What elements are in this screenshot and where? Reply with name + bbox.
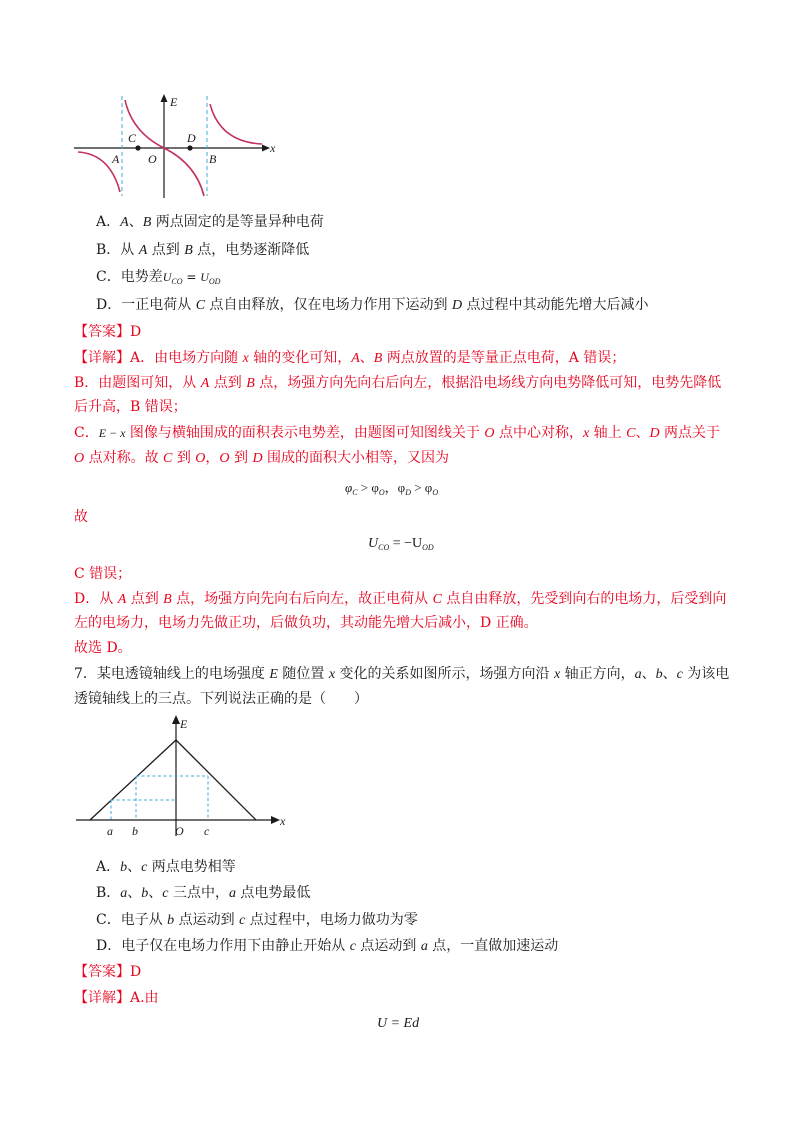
point-d — [187, 145, 192, 150]
q6-answer: 【答案】D — [74, 324, 142, 340]
q7-stem-line2: 透镜轴线上的三点。下列说法正确的是（ ） — [74, 691, 368, 707]
q7-option-d[interactable]: D．电子仅在电场力作用下由静止开始从 c 点运动到 a 点，一直做加速运动 — [96, 938, 559, 954]
q6-detail-c-line1: C．E − x 图像与横轴围成的面积表示电势差，由题图可知图线关于 O 点中心对称，x 轴上 C、D 两点关于 — [74, 425, 721, 441]
q6-option-d[interactable]: D．一正电荷从 C 点自由释放，仅在电场力作用下运动到 D 点过程中其动能先增大后减小 — [96, 297, 649, 313]
guide-dashes — [111, 776, 208, 820]
q6-detail-c-line2: O 点对称。故 C 到 O，O 到 D 围成的面积大小相等，又因为 — [74, 450, 450, 466]
label-a: A — [112, 152, 120, 166]
curve-far-right — [210, 104, 262, 144]
q6-detail-a: 【详解】A．由电场方向随 x 轴的变化可知，A、B 两点放置的是等量正点电荷，A 错误； — [74, 350, 626, 366]
label-b: b — [132, 824, 138, 838]
label-x: x — [280, 814, 286, 828]
figure-e-x-lens — [74, 712, 314, 842]
label-x: x — [270, 141, 276, 155]
q6-c-wrong: C 错误； — [74, 566, 132, 582]
label-c: C — [128, 131, 137, 145]
q6-detail-b-line2: 后升高，B 错误； — [74, 399, 187, 415]
label-o: O — [148, 152, 157, 166]
q7-option-b[interactable]: B．a、b、c 三点中，a 点电势最低 — [96, 885, 311, 901]
q6-detail-d-line1: D．从 A 点到 B 点，场强方向先向右后向左，故正电荷从 C 点自由释放，先受到向右的电场力，后受到向 — [74, 591, 727, 607]
figure-e-x-two-charges — [70, 92, 290, 202]
q7-formula-u-ed: U = Ed — [377, 1016, 420, 1031]
q6-therefore: 故 — [74, 509, 88, 525]
x-axis-arrow — [262, 145, 270, 152]
q6-detail-d-line2: 左的电场力，电场力先做正功，后做负功，其动能先增大后减小，D 正确。 — [74, 615, 538, 631]
point-c — [135, 145, 140, 150]
x-axis-arrow — [271, 816, 280, 824]
q6-choose: 故选 D。 — [74, 640, 132, 656]
label-e: E — [170, 95, 178, 109]
q7-option-c[interactable]: C．电子从 b 点运动到 c 点过程中，电场力做功为零 — [96, 912, 418, 928]
triangle-right-edge — [176, 740, 256, 820]
triangle-left-edge — [90, 740, 176, 820]
q6-formula-potentials: $\varphi_C > \varphi_O$，$\varphi_D > \varphi_O$ — [345, 480, 439, 497]
label-e: E — [180, 717, 188, 731]
label-b: B — [209, 152, 217, 166]
q6-formula-voltage: $U_{CO} = -U_{OD}$ — [368, 536, 434, 552]
q7-detail: 【详解】A.由 — [74, 990, 159, 1006]
label-a: a — [107, 824, 113, 838]
label-d: D — [187, 131, 196, 145]
e-axis-arrow — [172, 715, 180, 724]
e-axis-arrow — [161, 94, 168, 102]
label-o: O — [175, 824, 184, 838]
q7-answer: 【答案】D — [74, 964, 142, 980]
q6-option-c[interactable]: C．电势差$U_{CO} = U_{OD}$ — [96, 269, 221, 286]
q6-option-b[interactable]: B．从 A 点到 B 点，电势逐渐降低 — [96, 242, 310, 258]
q7-stem-line1: 7．某电透镜轴线上的电场强度 E 随位置 x 变化的关系如图所示，场强方向沿 x 轴正方向，a、b、c 为该电 — [74, 666, 730, 682]
q6-detail-b-line1: B．由题图可知，从 A 点到 B 点，场强方向先向右后向左，根据沿电场线方向电势降低可知，电势先降低 — [74, 375, 722, 391]
q7-option-a[interactable]: A．b、c 两点电势相等 — [96, 859, 236, 875]
q6-option-a[interactable]: A．A、B 两点固定的是等量异种电荷 — [96, 214, 324, 230]
label-c: c — [204, 824, 210, 838]
